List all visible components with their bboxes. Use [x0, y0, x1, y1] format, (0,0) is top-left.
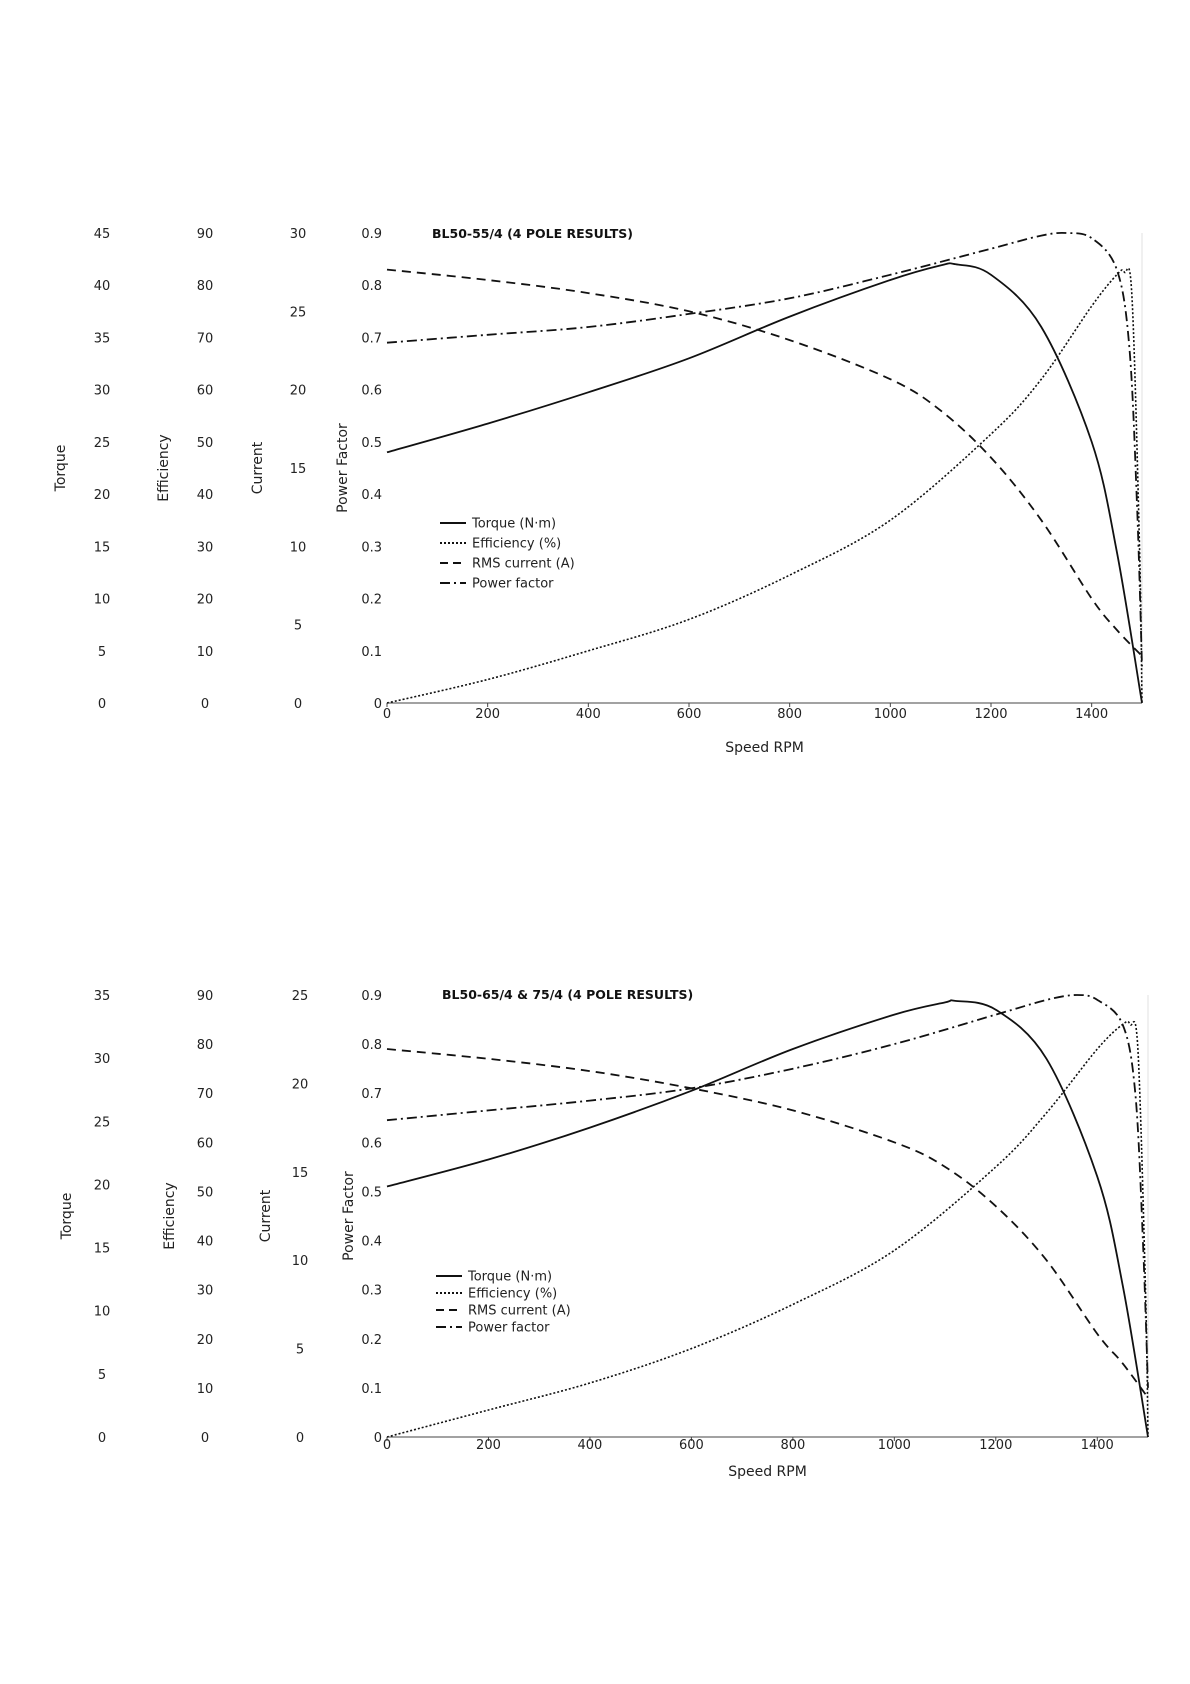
x-tick-label: 0: [382, 1438, 392, 1453]
y-tick-label-torque: 40: [93, 279, 111, 295]
y-tick-label-efficiency: 70: [196, 1087, 214, 1103]
chart-bl50-65-75-4: [59, 987, 1148, 1480]
chart-title: BL50-65/4 & 75/4 (4 POLE RESULTS): [442, 987, 694, 1002]
y-tick-label-efficiency: 70: [196, 331, 214, 347]
y-tick-label-torque: 30: [93, 1052, 111, 1068]
y-tick-label-current: 5: [295, 1342, 305, 1358]
y-axis-label-efficiency: Efficiency: [156, 434, 172, 502]
legend: [440, 517, 575, 592]
y-tick-label-torque: 35: [93, 331, 111, 347]
legend-label-3: Power factor: [472, 576, 554, 592]
y-tick-label-current: 0: [295, 1431, 305, 1446]
y-tick-label-current: 25: [291, 989, 309, 1004]
y-tick-label-efficiency: 60: [196, 383, 214, 399]
y-tick-label-current: 20: [289, 383, 307, 399]
legend-label-1: Efficiency (%): [468, 1286, 558, 1302]
x-tick-label: 600: [676, 707, 702, 722]
y-tick-label-pf: 0.5: [361, 1185, 382, 1201]
x-tick-label: 1400: [1080, 1438, 1114, 1453]
y-tick-label-efficiency: 50: [196, 435, 214, 451]
y-tick-label-pf: 0.5: [361, 435, 382, 451]
y-tick-label-current: 0: [293, 697, 303, 712]
y-tick-label-pf: 0.6: [361, 1136, 382, 1152]
y-tick-label-pf: 0.1: [361, 1381, 382, 1397]
y-tick-label-torque: 45: [93, 227, 111, 242]
x-tick-label: 0: [382, 707, 392, 722]
y-tick-label-torque: 0: [97, 697, 107, 712]
y-tick-label-torque: 10: [93, 1304, 111, 1320]
y-tick-label-efficiency: 20: [196, 592, 214, 608]
y-tick-label-current: 5: [293, 618, 303, 634]
series-line-0: [387, 263, 1142, 703]
y-tick-label-efficiency: 60: [196, 1136, 214, 1152]
y-tick-label-torque: 5: [97, 644, 107, 660]
y-axis-label-torque: Torque: [59, 1192, 75, 1240]
y-tick-label-efficiency: 90: [196, 989, 214, 1004]
legend-label-3: Power factor: [468, 1320, 550, 1336]
y-tick-label-pf: 0.2: [361, 1332, 382, 1348]
y-axis-label-pf: Power Factor: [335, 423, 351, 513]
y-tick-label-pf: 0.4: [361, 1234, 382, 1250]
legend-label-0: Torque (N·m): [468, 1269, 553, 1285]
y-tick-label-pf: 0.9: [361, 227, 382, 242]
legend-label-2: RMS current (A): [472, 556, 575, 572]
y-tick-label-current: 20: [291, 1077, 309, 1093]
y-tick-label-current: 10: [291, 1254, 309, 1270]
y-axis-label-torque: Torque: [53, 444, 69, 492]
y-tick-label-pf: 0.6: [361, 383, 382, 399]
y-tick-label-efficiency: 90: [196, 227, 214, 242]
y-tick-label-pf: 0.2: [361, 592, 382, 608]
series-line-0: [387, 1000, 1148, 1437]
legend-label-2: RMS current (A): [468, 1303, 571, 1319]
y-tick-label-torque: 30: [93, 383, 111, 399]
x-tick-label: 800: [780, 1438, 806, 1453]
y-tick-label-pf: 0: [373, 1431, 382, 1446]
y-tick-label-torque: 0: [97, 1431, 107, 1446]
x-tick-label: 1400: [1075, 707, 1109, 722]
y-tick-label-efficiency: 80: [196, 279, 214, 295]
y-tick-label-torque: 15: [93, 540, 111, 556]
x-tick-label: 1000: [877, 1438, 911, 1453]
chart-title: BL50-55/4 (4 POLE RESULTS): [432, 226, 633, 241]
y-tick-label-torque: 10: [93, 592, 111, 608]
y-tick-label-efficiency: 0: [200, 697, 210, 712]
x-tick-label: 200: [475, 707, 501, 722]
y-tick-label-pf: 0.7: [361, 331, 382, 347]
x-axis-label: Speed RPM: [725, 740, 804, 756]
x-tick-label: 800: [777, 707, 803, 722]
x-tick-label: 1200: [974, 707, 1008, 722]
y-tick-label-efficiency: 40: [196, 488, 214, 504]
y-tick-label-pf: 0.3: [361, 540, 382, 556]
y-tick-label-pf: 0.4: [361, 488, 382, 504]
y-tick-label-efficiency: 20: [196, 1332, 214, 1348]
y-tick-label-current: 25: [289, 305, 307, 321]
y-tick-label-pf: 0.8: [361, 1038, 382, 1054]
x-axis-label: Speed RPM: [728, 1464, 807, 1480]
y-tick-label-efficiency: 80: [196, 1038, 214, 1054]
y-tick-label-efficiency: 30: [196, 1283, 214, 1299]
series-line-2: [387, 1049, 1148, 1398]
y-axis-label-efficiency: Efficiency: [162, 1182, 178, 1250]
y-tick-label-current: 10: [289, 540, 307, 556]
x-tick-label: 600: [678, 1438, 704, 1453]
legend-label-0: Torque (N·m): [472, 516, 557, 532]
x-tick-label: 400: [577, 1438, 603, 1453]
y-tick-label-efficiency: 10: [196, 1381, 214, 1397]
series-line-3: [387, 233, 1142, 667]
x-tick-label: 1000: [873, 707, 907, 722]
y-tick-label-pf: 0.8: [361, 279, 382, 295]
x-tick-label: 1200: [979, 1438, 1013, 1453]
y-tick-label-efficiency: 10: [196, 644, 214, 660]
legend: [436, 1270, 571, 1336]
y-tick-label-torque: 5: [97, 1367, 107, 1383]
y-tick-label-pf: 0.9: [361, 989, 382, 1004]
y-tick-label-torque: 20: [93, 488, 111, 504]
y-tick-label-torque: 25: [93, 435, 111, 451]
y-axis-label-pf: Power Factor: [341, 1171, 357, 1261]
y-tick-label-current: 15: [291, 1165, 309, 1181]
y-axis-label-current: Current: [258, 1189, 274, 1243]
y-tick-label-torque: 20: [93, 1178, 111, 1194]
y-tick-label-current: 30: [289, 227, 307, 242]
y-tick-label-efficiency: 0: [200, 1431, 210, 1446]
y-tick-label-current: 15: [289, 462, 307, 477]
legend-label-1: Efficiency (%): [472, 536, 562, 552]
x-tick-label: 200: [476, 1438, 501, 1453]
series-line-1: [387, 268, 1142, 703]
y-tick-label-pf: 0.1: [361, 644, 382, 660]
y-tick-label-torque: 35: [93, 989, 111, 1004]
y-tick-label-torque: 15: [93, 1241, 111, 1257]
chart-bl50-55-4: [53, 226, 1142, 756]
y-tick-label-efficiency: 40: [196, 1234, 214, 1250]
y-tick-label-efficiency: 50: [196, 1185, 214, 1201]
y-tick-label-pf: 0.7: [361, 1087, 382, 1103]
y-tick-label-torque: 25: [93, 1115, 111, 1131]
y-axis-label-current: Current: [250, 441, 266, 495]
series-line-1: [387, 1021, 1148, 1437]
y-tick-label-pf: 0.3: [361, 1283, 382, 1299]
y-tick-label-pf: 0: [373, 697, 382, 712]
x-tick-label: 400: [575, 707, 601, 722]
y-tick-label-efficiency: 30: [196, 540, 214, 556]
